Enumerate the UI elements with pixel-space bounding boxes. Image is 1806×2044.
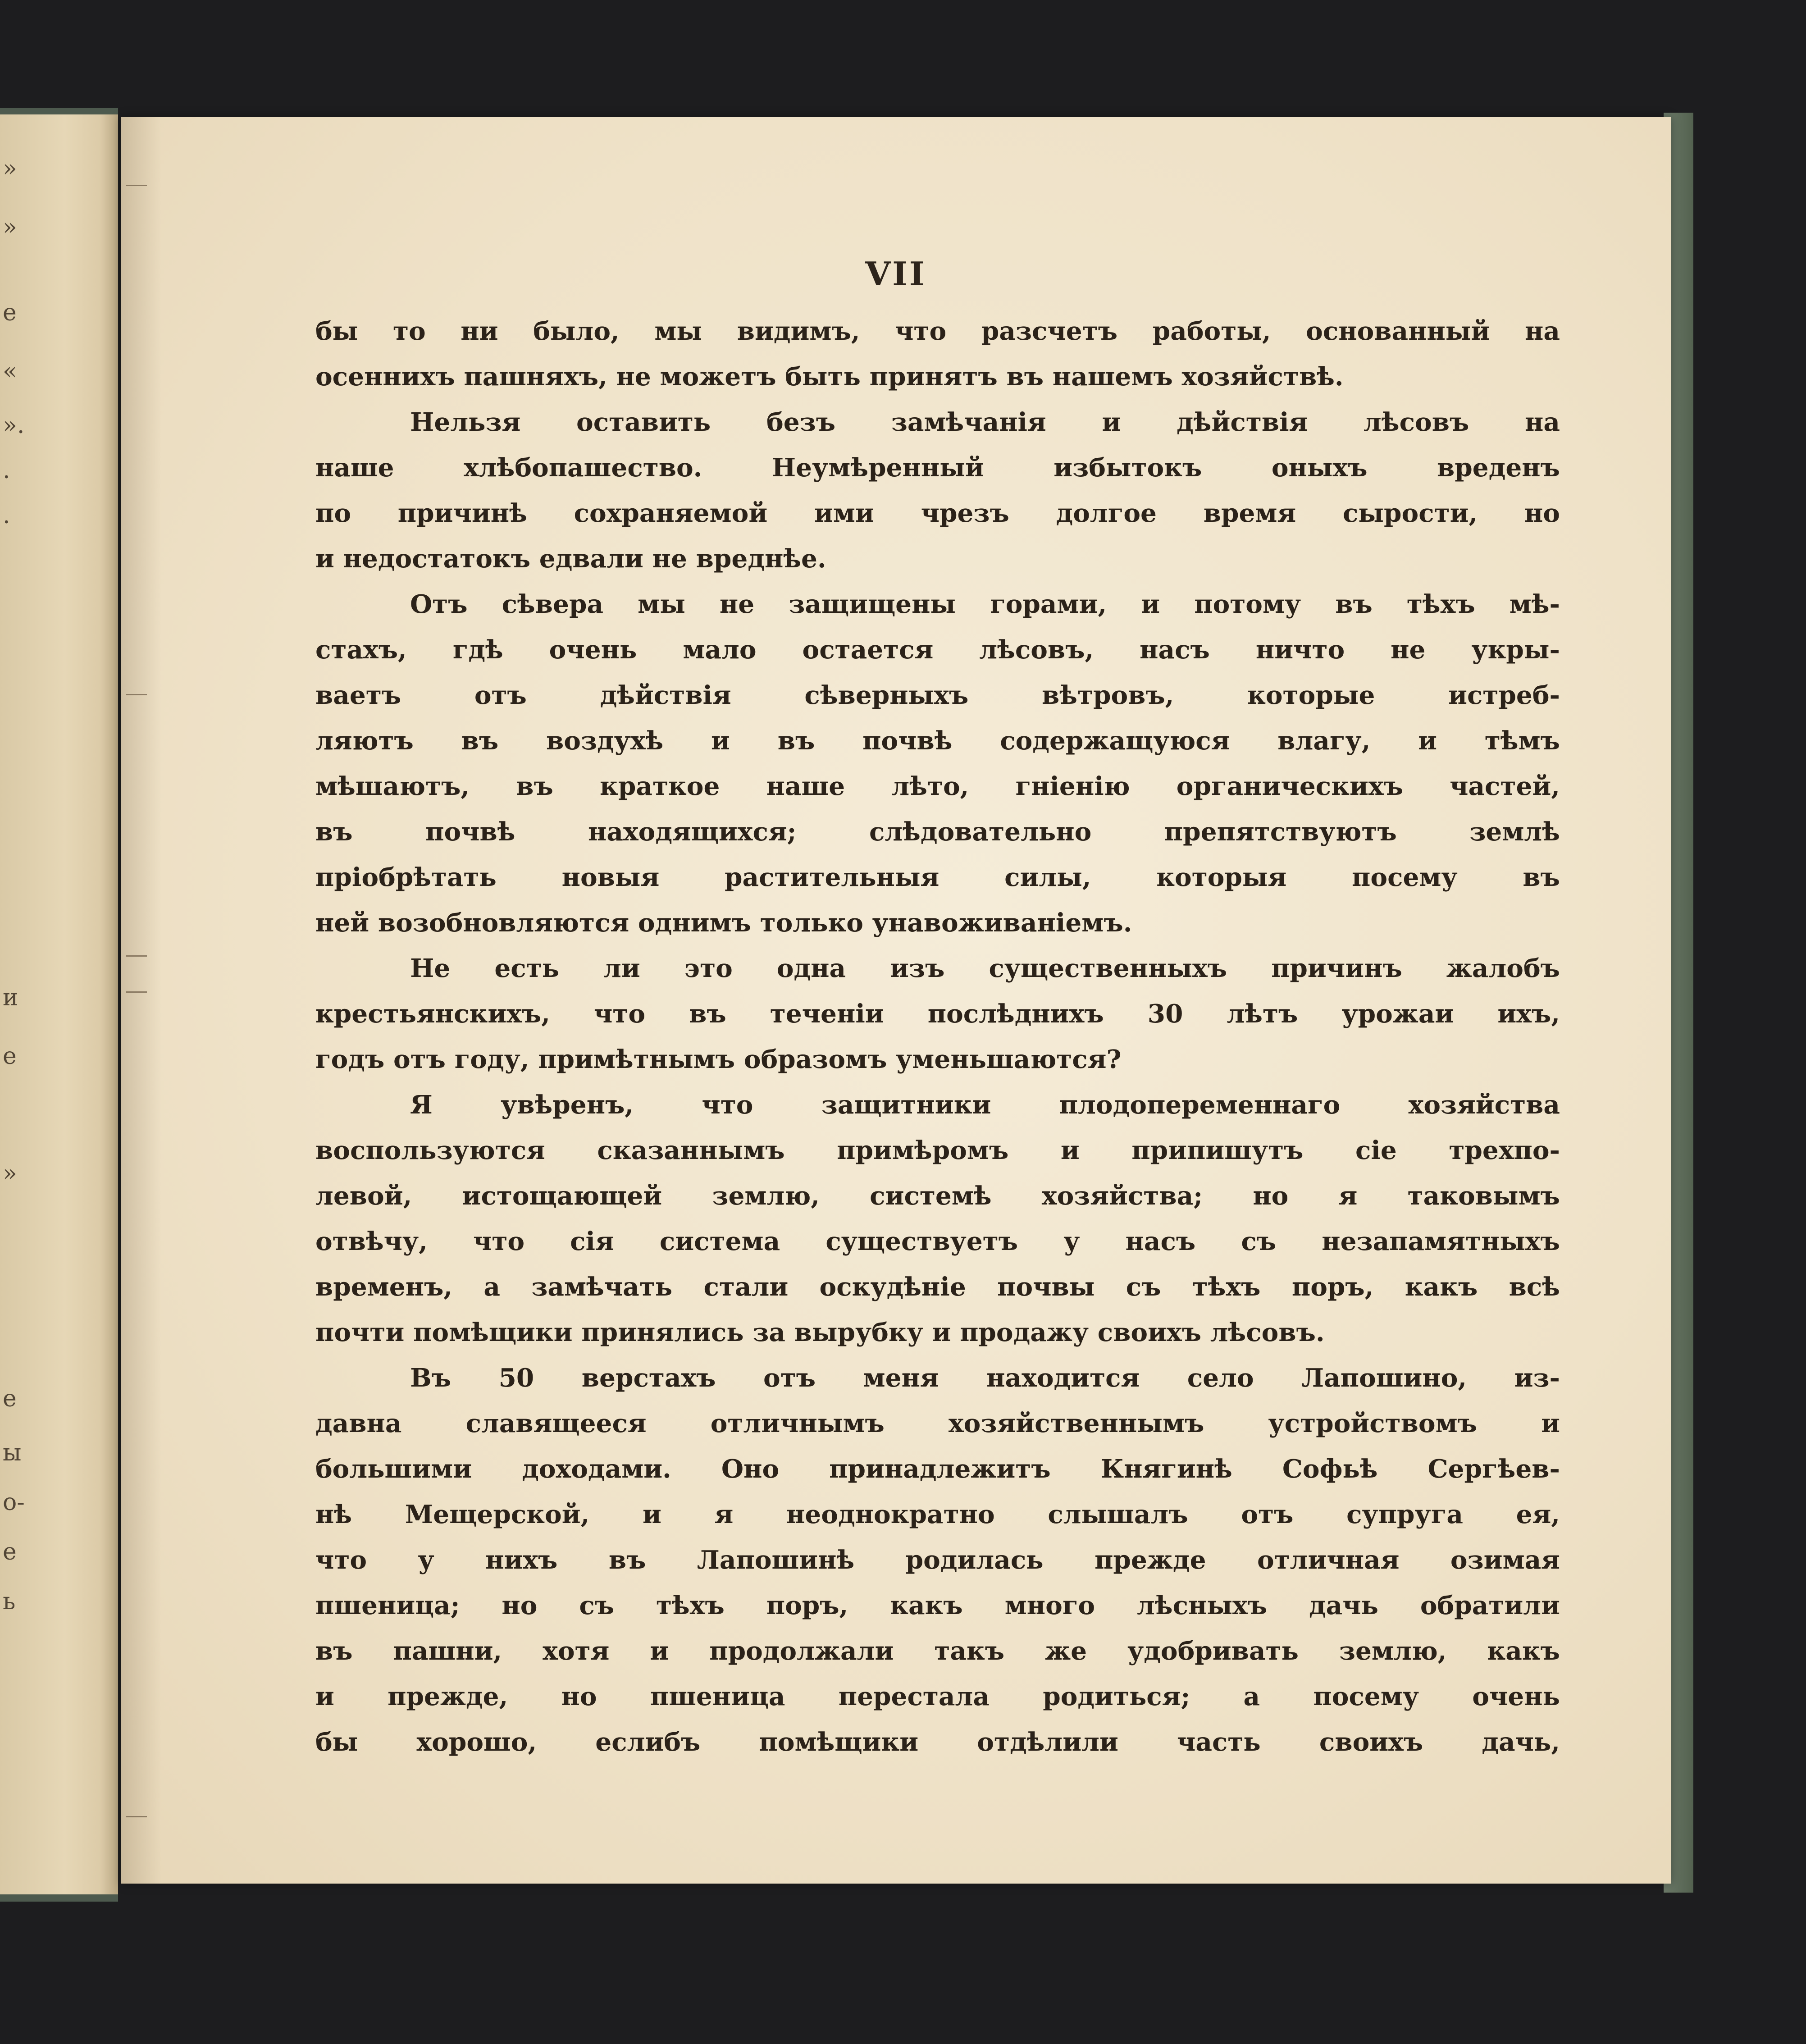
text-line: и прежде, но пшеница перестала родиться; а посему очень [315,1682,1560,1711]
text-line: пріобрѣтать новыя растительныя силы, которыя посему въ [315,862,1560,892]
text-line: и недостатокъ едвали не вреднѣе. [315,544,826,574]
text-line: что у нихъ въ Лапошинѣ родилась прежде отличная озимая [315,1545,1560,1575]
text-line: стахъ, гдѣ очень мало остается лѣсовъ, насъ ничто не укры- [315,635,1560,665]
text-line: наше хлѣбопашество. Неумѣренный избытокъ оныхъ вреденъ [315,453,1560,483]
text-line: отвѣчу, что сія система существуетъ у насъ съ незапамятныхъ [315,1227,1560,1256]
text-line: бы хорошо, еслибъ помѣщики отдѣлили часть своихъ дачь, [315,1727,1560,1757]
gutter-mark [126,955,147,957]
text-line: воспользуются сказаннымъ примѣромъ и припишутъ сіе трехпо- [315,1136,1560,1165]
text-line: большими доходами. Оно принадлежитъ Княгинѣ Софьѣ Сергѣев- [315,1454,1560,1484]
facing-page-fragment: » [3,214,17,241]
facing-page-fragment: . [3,502,10,529]
facing-page-edge [0,108,118,1902]
text-line: почти помѣщики принялись за вырубку и продажу своихъ лѣсовъ. [315,1318,1325,1347]
text-line: ляютъ въ воздухѣ и въ почвѣ содержащуюся влагу, и тѣмъ [315,726,1560,756]
text-line: пшеница; но съ тѣхъ поръ, какъ много лѣсныхъ дачь обратили [315,1591,1560,1620]
facing-page-fragment: » [3,155,17,182]
text-line: левой, истощающей землю, системѣ хозяйства; но я таковымъ [315,1181,1560,1211]
facing-page-fragment: « [3,358,17,385]
text-line: мѣшаютъ, въ краткое наше лѣто, гніенію органическихъ частей, [315,771,1560,801]
text-line: давна славящееся отличнымъ хозяйственнымъ устройствомъ и [315,1409,1560,1438]
gutter-mark [126,694,147,695]
text-line: въ почвѣ находящихся; слѣдовательно препятствуютъ землѣ [315,817,1560,847]
gutter-mark [126,185,147,186]
text-line: въ пашни, хотя и продолжали такъ же удобривать землю, какъ [315,1636,1560,1666]
facing-page-fragment: » [3,1160,17,1187]
text-line: Нельзя оставить безъ замѣчанія и дѣйствія лѣсовъ на [410,407,1560,437]
facing-page-fragment: и [3,984,18,1011]
facing-page-fragment: ы [3,1439,22,1466]
facing-page-fragment: . [3,457,10,484]
text-line: осеннихъ пашняхъ, не можетъ быть принятъ въ нашемъ хозяйствѣ. [315,362,1344,392]
text-line: Не есть ли это одна изъ существенныхъ причинъ жалобъ [410,954,1560,983]
text-line: Я увѣренъ, что защитники плодопеременнаго хозяйства [410,1090,1560,1120]
text-line: по причинѣ сохраняемой ими чрезъ долгое время сырости, но [315,498,1560,528]
body-text [315,309,1560,1765]
text-line: годъ отъ году, примѣтнымъ образомъ уменьшаются? [315,1045,1122,1074]
facing-page-fragment: е [3,1043,17,1070]
text-line: нѣ Мещерской, и я неоднократно слышалъ отъ супруга ея, [315,1500,1560,1529]
facing-page-fragment: е [3,299,17,326]
text-line: крестьянскихъ, что въ теченіи послѣднихъ 30 лѣтъ урожаи ихъ, [315,999,1560,1029]
text-line: Въ 50 верстахъ отъ меня находится село Лапошино, из- [410,1363,1560,1393]
page-gutter [121,117,161,1884]
facing-page-fragment: е [3,1538,17,1565]
text-line: временъ, а замѣчать стали оскудѣніе почвы съ тѣхъ поръ, какъ всѣ [315,1272,1560,1302]
book-page [121,117,1671,1884]
facing-page-fragment: ь [3,1588,16,1615]
text-line: Отъ сѣвера мы не защищены горами, и потому въ тѣхъ мѣ- [410,589,1560,619]
page-number: VII [865,255,926,293]
facing-page-fragment: о- [3,1489,25,1516]
facing-page-fragment: ». [3,412,25,439]
text-line: ваетъ отъ дѣйствія сѣверныхъ вѣтровъ, которые истреб- [315,680,1560,710]
text-line: бы то ни было, мы видимъ, что разсчетъ работы, основанный на [315,316,1560,346]
text-line: ней возобновляются однимъ только унавоживаніемъ. [315,908,1132,938]
facing-page-fragment: е [3,1385,17,1412]
gutter-mark [126,991,147,993]
gutter-mark [126,1816,147,1817]
